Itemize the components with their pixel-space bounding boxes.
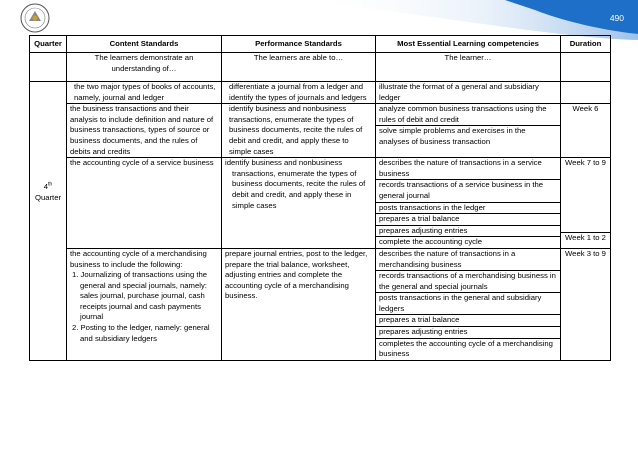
subheader-performance: The learners are able to… — [222, 53, 376, 82]
header-content-standards: Content Standards — [67, 36, 222, 53]
quarter-cell — [30, 82, 67, 361]
content-standard: the two major types of books of accounts, namely, journal and ledger — [67, 82, 222, 104]
performance-standard: prepare journal entries, post to the ledger, prepare the trial balance, worksheet, adjusting entries and complete the accounting cycle of a merchandising business. — [222, 248, 376, 360]
table-row — [30, 158, 611, 249]
competency-list — [376, 104, 561, 158]
competency: posts transactions in the general and subsidiary ledgers — [376, 293, 560, 315]
duration: Week 1 to 2 — [565, 233, 606, 243]
header-competencies: Most Essential Learning competencies — [376, 36, 561, 53]
competency: prepares adjusting entries — [376, 226, 560, 238]
table-row — [30, 248, 611, 360]
duration: Week 3 to 9 — [561, 248, 611, 360]
competency-list — [376, 248, 561, 360]
competency: records transactions of a merchandising business in the general and special journals — [376, 271, 560, 293]
performance-standard: differentiate a journal from a ledger and identify the types of journals and ledgers — [222, 82, 376, 104]
quarter-suffix: th — [48, 181, 53, 188]
page-banner — [0, 0, 638, 40]
content-standard — [67, 248, 222, 360]
content-standard: the accounting cycle of a service business — [67, 158, 222, 249]
duration: Week 6 — [561, 104, 611, 158]
competency: records transactions of a service business in the general journal — [376, 180, 560, 202]
content-item: 1. Journalizing of transactions using the general and special journals, namely: sales journal, purchase journal, cash receipts journal and cash payments journal — [72, 270, 208, 322]
header-row — [30, 36, 611, 53]
table-row — [30, 104, 611, 158]
competency: prepares a trial balance — [376, 315, 560, 327]
competency-list — [376, 158, 561, 249]
competency: describes the nature of transactions in a service business — [376, 158, 560, 180]
subheader-content: The learners demonstrate an understanding of… — [67, 53, 222, 82]
competency: complete the accounting cycle — [379, 237, 482, 247]
duration-list — [561, 158, 611, 249]
table-row — [30, 82, 611, 104]
competency: prepares adjusting entries — [376, 327, 560, 339]
performance-standard: identify business and nonbusiness transactions, enumerate the types of business documents, recite the rules of debit and credit, and apply these to simple cases — [222, 104, 376, 158]
content-intro: the accounting cycle of a merchandising business to include the following: — [70, 248, 207, 269]
subheader-row — [30, 53, 611, 82]
competency: completes the accounting cycle of a merchandising business — [379, 338, 553, 359]
competency: illustrate the format of a general and subsidiary ledger — [376, 82, 561, 104]
competency: describes the nature of transactions in a merchandising business — [376, 249, 560, 271]
competency: posts transactions in the ledger — [376, 203, 560, 215]
curriculum-table — [29, 35, 611, 361]
header-quarter: Quarter — [30, 36, 67, 53]
page-number: 490 — [609, 13, 624, 23]
duration: Week 7 to 9 — [561, 158, 610, 233]
competency: prepares a trial balance — [376, 214, 560, 226]
competency: analyze common business transactions using the rules of debit and credit — [376, 104, 560, 126]
subheader-competencies: The learner… — [376, 53, 561, 82]
header-duration: Duration — [561, 36, 611, 53]
quarter-word: Quarter — [34, 192, 62, 202]
performance-standard: identify business and nonbusiness transactions, enumerate the types of business documents, recite the rules of debit and credit, and apply these in simple cases — [222, 158, 376, 249]
header-performance-standards: Performance Standards — [222, 36, 376, 53]
content-item: 2. Posting to the ledger, namely: general and subsidiary ledgers — [72, 323, 210, 343]
content-standard: the business transactions and their analysis to include definition and nature of business transactions, types of source or business documents, and the rules of debits and credits — [67, 104, 222, 158]
quarter-number: 4 — [43, 182, 49, 191]
competency: solve simple problems and exercises in the analyses of business transaction — [379, 126, 526, 146]
